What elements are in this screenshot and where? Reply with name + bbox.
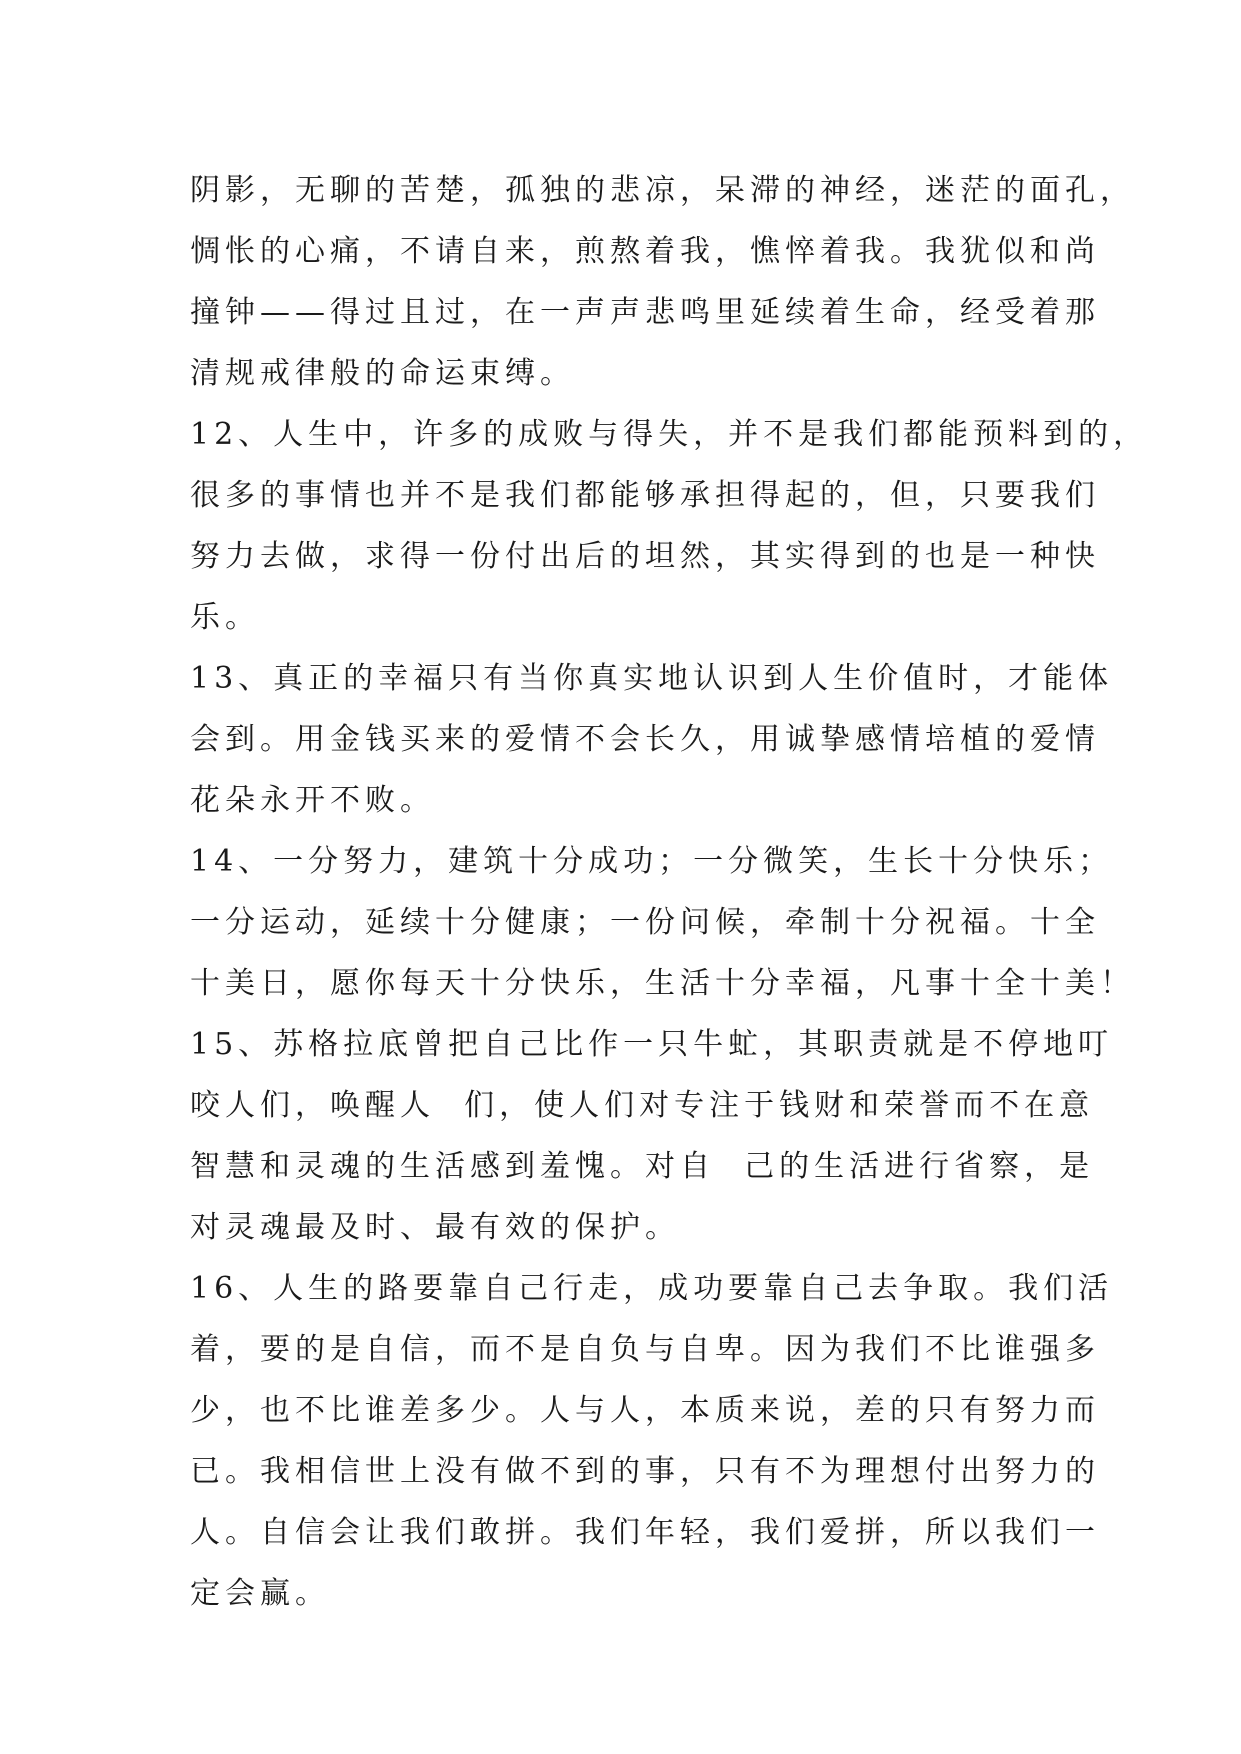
text-line: 花朵永开不败。 bbox=[190, 783, 435, 818]
text-line: 阴影，无聊的苦楚，孤独的悲凉，呆滞的神经，迷茫的面孔， bbox=[190, 173, 1135, 208]
text-line: 很多的事情也并不是我们都能够承担得起的，但，只要我们 bbox=[190, 478, 1100, 513]
text-line: 十美日，愿你每天十分快乐，生活十分幸福，凡事十全十美！ bbox=[190, 966, 1135, 1001]
text-line: 人。自信会让我们敢拼。我们年轻，我们爱拼，所以我们一 bbox=[190, 1515, 1100, 1550]
paragraph-14-line: 14、一分努力，建筑十分成功；一分微笑，生长十分快乐； bbox=[190, 844, 1114, 879]
text-line: 惆怅的心痛，不请自来，煎熬着我，憔悴着我。我犹似和尚 bbox=[190, 234, 1100, 269]
text-line: 清规戒律般的命运束缚。 bbox=[190, 356, 575, 391]
paragraph-12-line: 12、人生中，许多的成败与得失，并不是我们都能预料到的， bbox=[190, 417, 1149, 452]
text-line: 撞钟——得过且过，在一声声悲鸣里延续着生命，经受着那 bbox=[190, 295, 1100, 330]
text-line: 会到。用金钱买来的爱情不会长久，用诚挚感情培植的爱情 bbox=[190, 722, 1100, 757]
text-line: 着，要的是自信，而不是自负与自卑。因为我们不比谁强多 bbox=[190, 1332, 1100, 1367]
text-line: 乐。 bbox=[190, 600, 260, 635]
text-line: 少，也不比谁差多少。人与人，本质来说，差的只有努力而 bbox=[190, 1393, 1100, 1428]
text-line: 咬人们，唤醒人 们，使人们对专注于钱财和荣誉而不在意 bbox=[190, 1088, 1095, 1123]
text-line: 一分运动，延续十分健康；一份问候，牵制十分祝福。十全 bbox=[190, 905, 1100, 940]
text-line: 智慧和灵魂的生活感到羞愧。对自 己的生活进行省察，是 bbox=[190, 1149, 1095, 1184]
paragraph-16-line: 16、人生的路要靠自己行走，成功要靠自己去争取。我们活 bbox=[190, 1271, 1114, 1306]
text-line: 已。我相信世上没有做不到的事，只有不为理想付出努力的 bbox=[190, 1454, 1100, 1489]
text-line: 努力去做，求得一份付出后的坦然，其实得到的也是一种快 bbox=[190, 539, 1100, 574]
document-body bbox=[190, 160, 1149, 1624]
paragraph-13-line: 13、真正的幸福只有当你真实地认识到人生价值时，才能体 bbox=[190, 661, 1114, 696]
text-line: 对灵魂最及时、最有效的保护。 bbox=[190, 1210, 680, 1245]
paragraph-15-line: 15、苏格拉底曾把自己比作一只牛虻，其职责就是不停地叮 bbox=[190, 1027, 1114, 1062]
text-line: 定会赢。 bbox=[190, 1576, 330, 1611]
